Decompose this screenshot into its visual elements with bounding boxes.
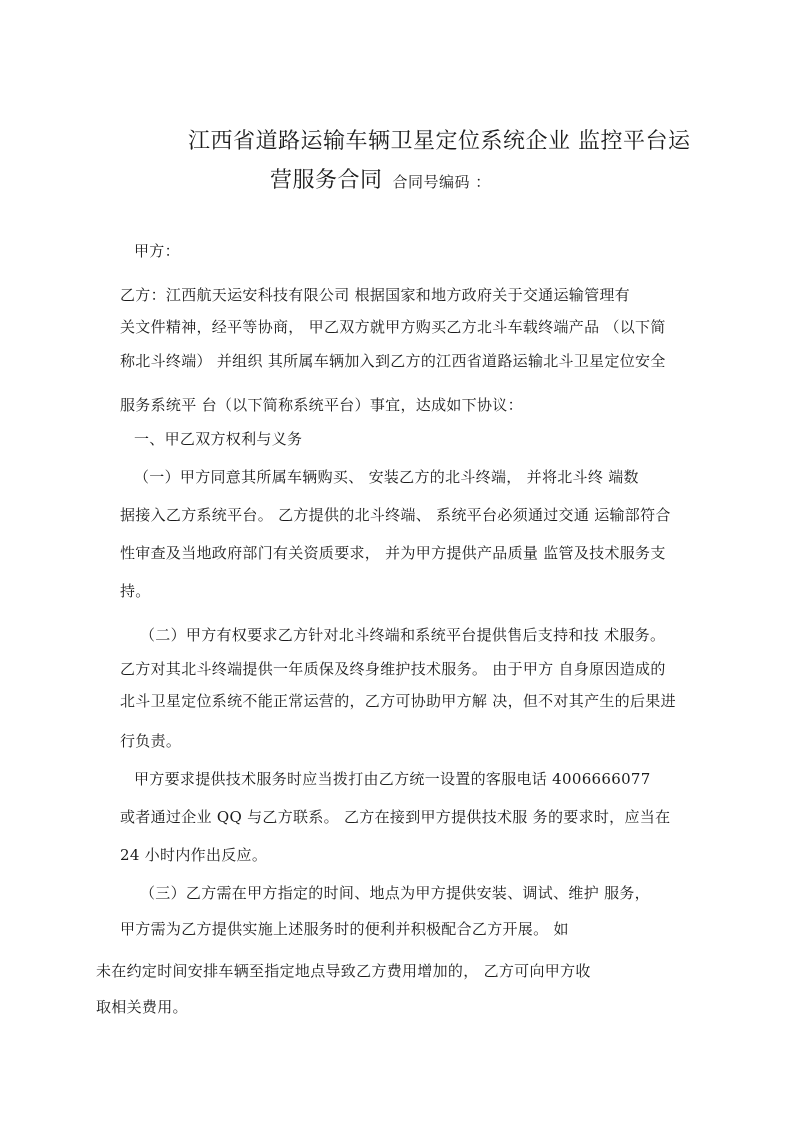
body-line: 北斗卫星定位系统不能正常运营的，乙方可协助甲方解 决，但不对其产生的后果进 [120,692,676,710]
body-line: 关文件精神，经平等协商， 甲乙双方就甲方购买乙方北斗车载终端产品 （以下简 [120,318,666,336]
contract-title-line-2-text: 营服务合同 [270,168,383,193]
contract-title-line-2 [270,163,491,194]
body-line: 持。 [120,582,151,600]
body-line: 或者通过企业 QQ 与乙方联系。 乙方在接到甲方提供技术服 务的要求时，应当在 [120,808,671,826]
body-line: 未在约定时间安排车辆至指定地点导致乙方费用增加的， 乙方可向甲方收 [96,962,591,980]
contract-number-label: 合同号编码 ： [392,173,491,191]
body-line: 服务系统平 台（以下简称系统平台）事宜，达成如下协议： [120,396,523,414]
section-heading: 一、甲乙双方权利与义务 [134,430,303,448]
body-line: 称北斗终端） 并组织 其所属车辆加入到乙方的江西省道路运输北斗卫星定位安全 [120,352,666,370]
body-line: 甲方需为乙方提供实施上述服务时的便利并积极配合乙方开展。 如 [120,920,569,938]
body-line: 性审查及当地政府部门有关资质要求， 并为甲方提供产品质量 监管及技术服务支 [120,544,666,562]
body-line: 取相关费用。 [96,998,188,1016]
body-line: 乙方：江西航天运安科技有限公司 根据国家和地方政府关于交通运输管理有 [120,286,630,304]
body-line: 甲方要求提供技术服务时应当拨打由乙方统一设置的客服电话 4006666077 [134,770,651,788]
body-line: （二）甲方有权要求乙方针对北斗终端和系统平台提供售后支持和技 术服务。 [140,626,666,644]
body-line: 据接入乙方系统平台。 乙方提供的北斗终端、 系统平台必须通过交通 运输部符合 [120,506,671,524]
party-a-label: 甲方： [134,242,180,260]
body-line: 行负责。 [120,732,182,750]
body-line: （三）乙方需在甲方指定的时间、地点为甲方提供安装、调试、维护 服务， [140,884,650,902]
body-line: （一）甲方同意其所属车辆购买、 安装乙方的北斗终端， 并将北斗终 端数 [134,468,639,486]
body-line: 24 小时内作出反应。 [120,846,268,864]
body-line: 乙方对其北斗终端提供一年质保及终身维护技术服务。 由于甲方 自身原因造成的 [120,660,666,678]
contract-title-line-1: 江西省道路运输车辆卫星定位系统企业 监控平台运 [188,129,691,154]
